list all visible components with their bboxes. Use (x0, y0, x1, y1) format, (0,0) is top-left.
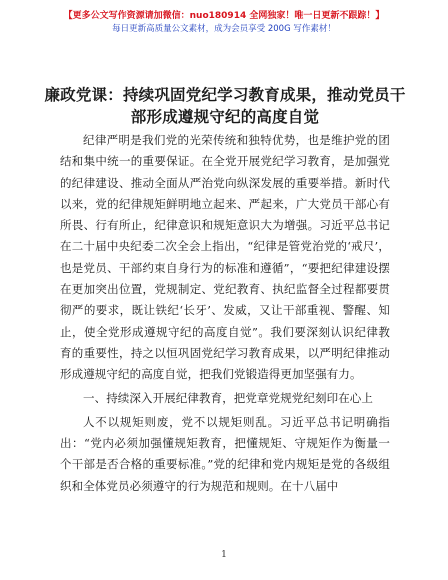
page-number: 1 (221, 550, 227, 560)
paragraph-intro: 纪律严明是我们党的光荣传统和独特优势，也是维护党的团结和集中统一的重要保证。在全党开展党纪学习教育，是加强党的纪律建设、推动全面从严治党向纵深发展的重要举措。新时代以来，党的纪律规矩鲜明地立起来、严起来，广大党员干部心有所畏、行有所止，纪律意识和规矩意识大为增强。习近平总书记在二十届中央纪委二次全会上指出，“纪律是管党治党的‘戒尺’，也是党员、干部约束自身行为的标准和遵循”，“要把纪律建设摆在更加突出位置，党规制定、党纪教育、执纪监督全过程都要贯彻严的要求，既让铁纪‘长牙’、发威，又让干部重视、警醒、知止，使全党形成遵规守纪的高度自觉”。我们要深刻认识纪律教育的重要性，持之以恒巩固党纪学习教育成果，以严明纪律推动形成遵规守纪的高度自觉，把我们党锻造得更加坚强有力。 (60, 133, 390, 382)
promo-line-wechat: 【更多公文写作资源请加微信：nuo180914 全网独家！唯一日更新不跟踪！】 (63, 11, 385, 21)
promo-header (0, 10, 448, 35)
promo-line-membership: 每日更新高质量公文素材，成为会员享受 200G 写作素材！ (112, 24, 336, 34)
paragraph-section-1: 人不以规矩则废，党不以规矩则乱。习近平总书记明确指出：“党内必须加强懂规矩教育，把懂规矩、守规矩作为衡量一个干部是否合格的重要标准。”党的纪律和党内规矩是党的各级组织和全体党员必须遵守的行为规范和规则。在十八届中 (60, 414, 390, 493)
section-heading-1: 一、持续深入开展纪律教育，把党章党规党纪刻印在心上 (83, 390, 373, 405)
document-body (60, 130, 390, 497)
document-title: 廉政党课：持续巩固党纪学习教育成果，推动党员干部形成遵规守纪的高度自觉 (44, 86, 406, 126)
